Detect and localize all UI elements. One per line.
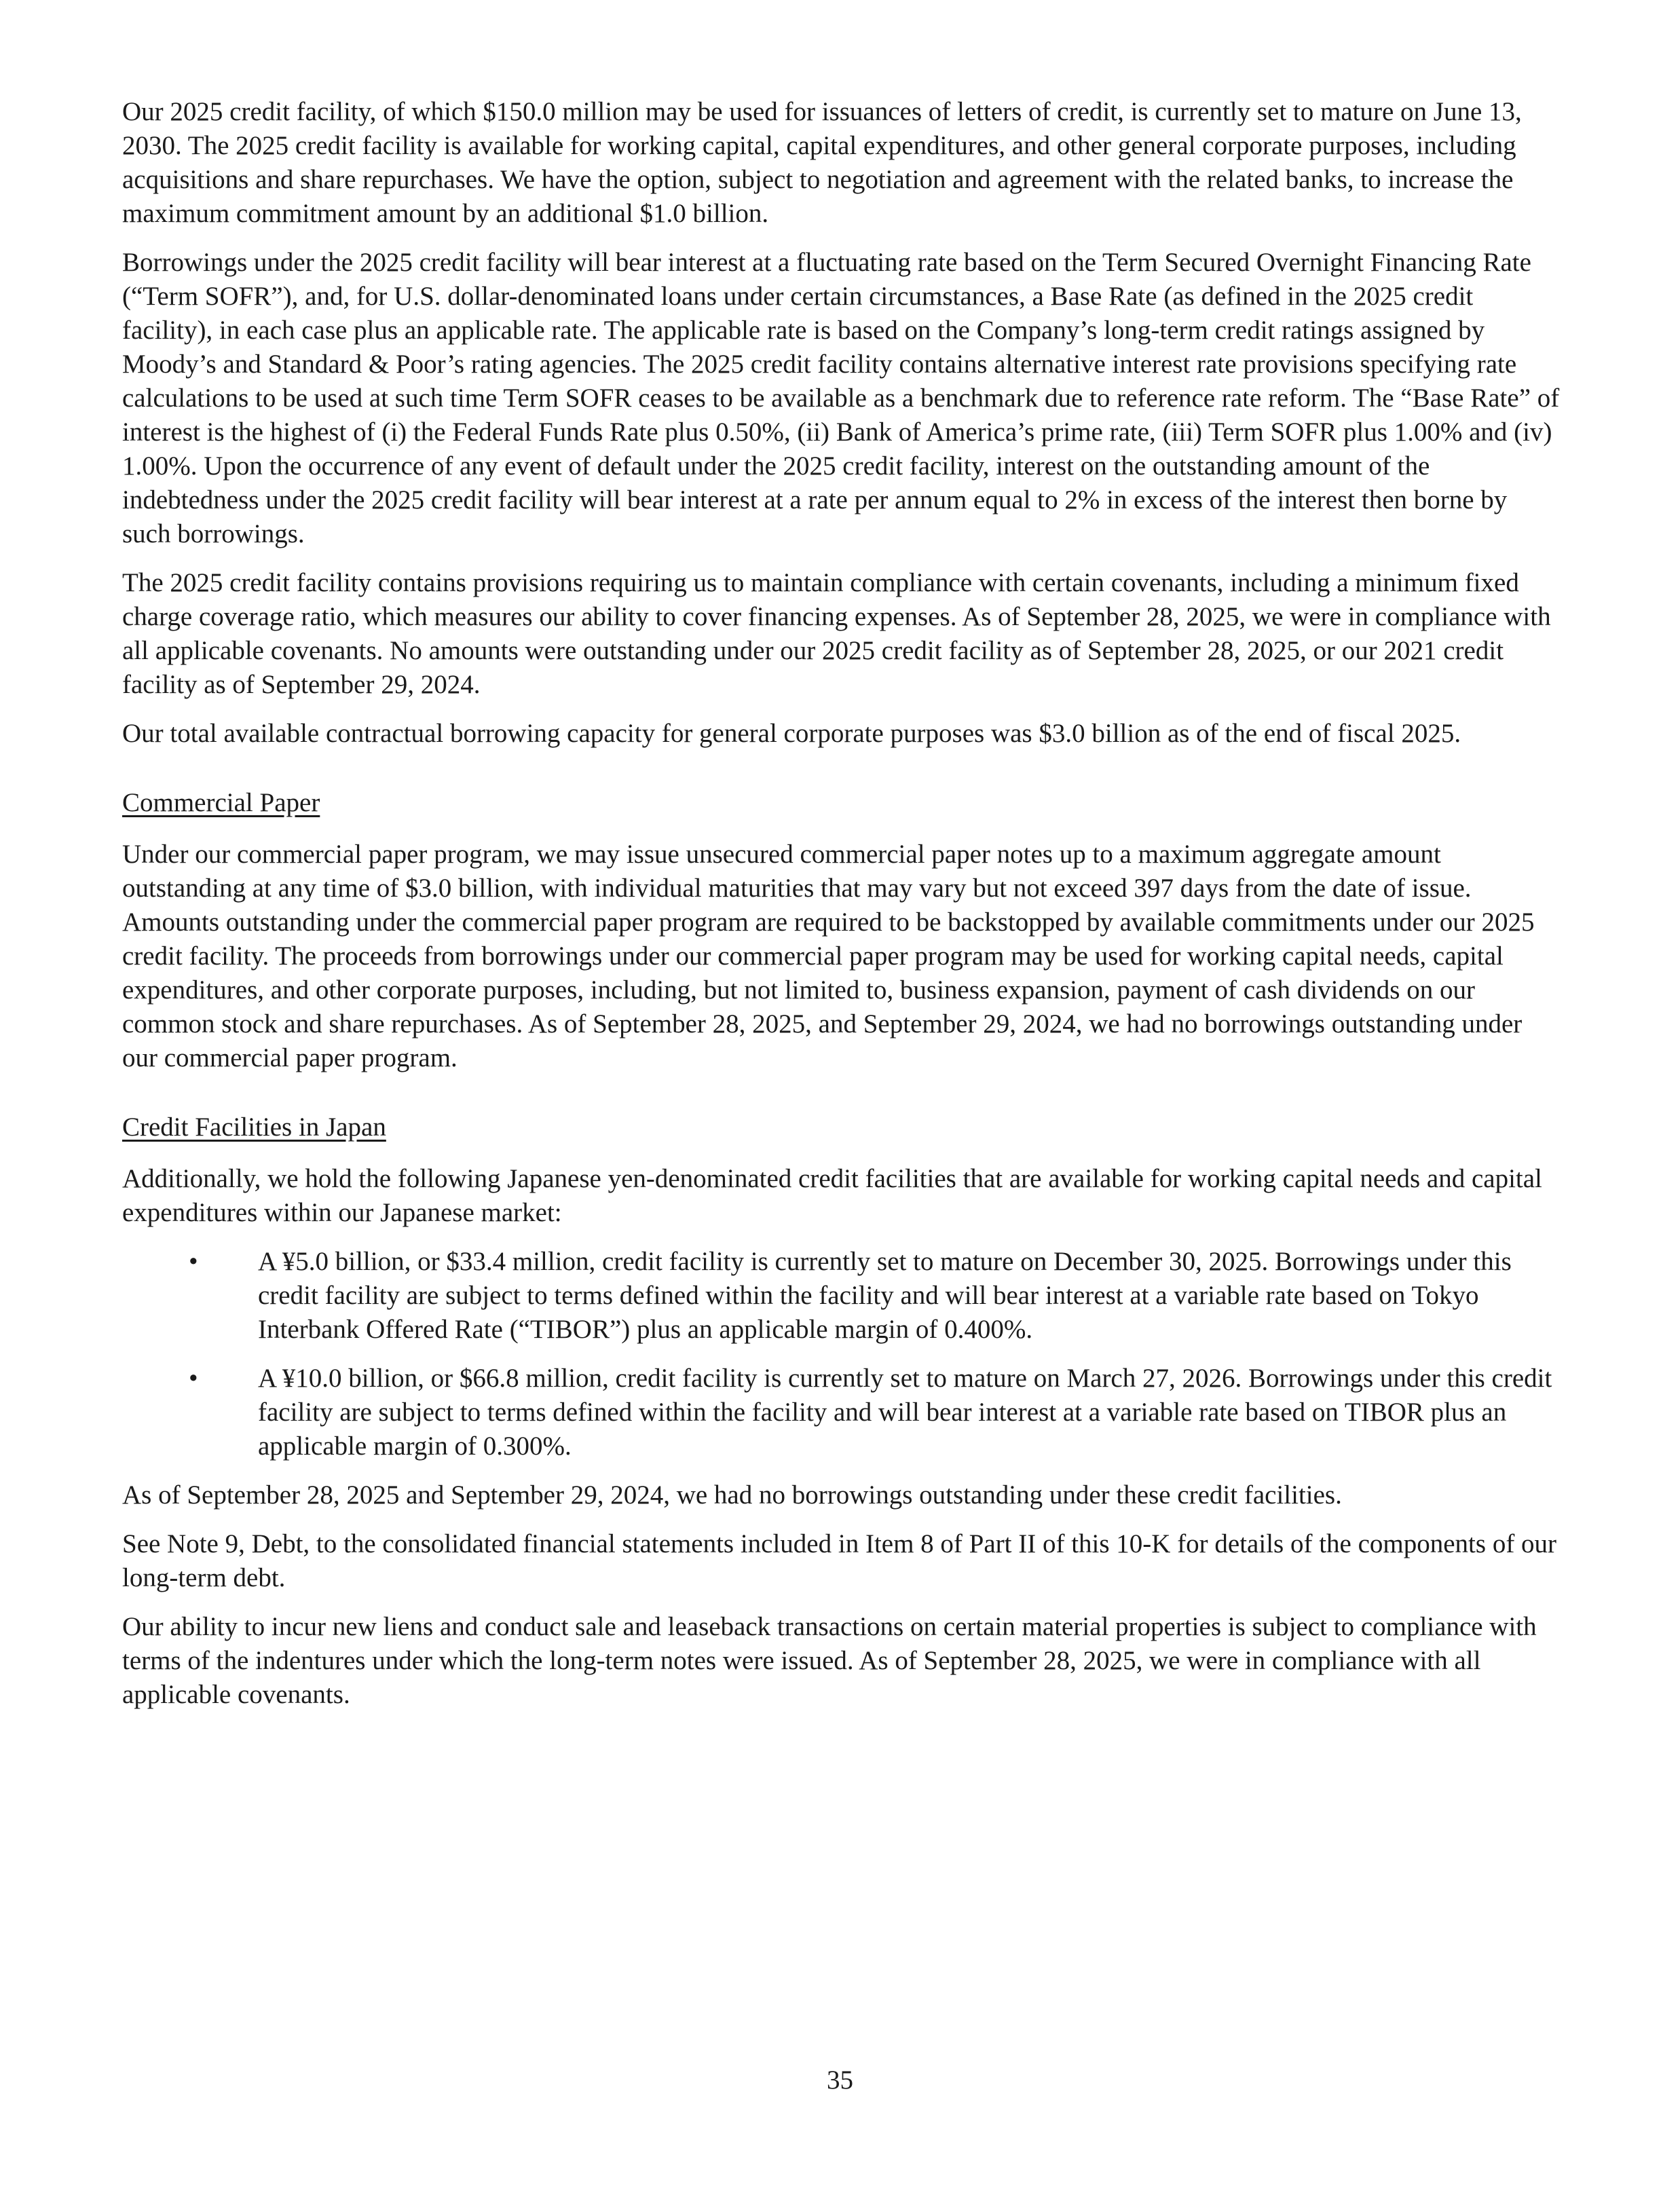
bullet-text: A ¥10.0 billion, or $66.8 million, credit facility is currently set to mature on March 27, 2026. Borrowings under this credit facility are subject to terms defined within the facility and will bear interest at a variable rate based on TIBOR plus an applicable margin of 0.300%. — [258, 1364, 1552, 1461]
page-number: 35 — [827, 2065, 853, 2095]
credit-facility-interest-paragraph: Borrowings under the 2025 credit facility will bear interest at a fluctuating rate based on the Term Secured Overnight Financing Rate (“Term SOFR”), and, for U.S. dollar-denominated loans under certain circumstances, a Base Rate (as defined in the 2025 credit facility), in each case plus an applicable rate. The applicable rate is based on the Company’s long-term credit ratings assigned by Moody’s and Standard & Poor’s rating agencies. The 2025 credit facility contains alternative interest rate provisions specifying rate calculations to be used at such time Term SOFR ceases to be available as a benchmark due to reference rate reform. The “Base Rate” of interest is the highest of (i) the Federal Funds Rate plus 0.50%, (ii) Bank of America’s prime rate, (iii) Term SOFR plus 1.00% and (iv) 1.00%. Upon the occurrence of any event of default under the 2025 credit facility, interest on the outstanding amount of the indebtedness under the 2025 credit facility will bear interest at a rate per annum equal to 2% in excess of the interest then borne by such borrowings. — [122, 248, 1560, 548]
page-body — [122, 95, 1561, 1727]
japan-credit-facilities-heading: Credit Facilities in Japan — [122, 1112, 386, 1142]
japan-credit-facilities-intro: Additionally, we hold the following Japanese yen-denominated credit facilities that are available for working capital needs and capital expenditures within our Japanese market: — [122, 1164, 1542, 1227]
japan-credit-facilities-list — [122, 1245, 1561, 1463]
commercial-paper-heading: Commercial Paper — [122, 788, 320, 817]
japan-borrowings-status-paragraph: As of September 28, 2025 and September 29, 2024, we had no borrowings outstanding under these credit facilities. — [122, 1480, 1342, 1510]
credit-facility-covenants-paragraph: The 2025 credit facility contains provisions requiring us to maintain compliance with certain covenants, including a minimum fixed charge coverage ratio, which measures our ability to cover financing expenses. As of September 28, 2025, we were in compliance with all applicable covenants. No amounts were outstanding under our 2025 credit facility as of September 28, 2025, or our 2021 credit facility as of September 29, 2024. — [122, 568, 1551, 699]
borrowing-capacity-paragraph: Our total available contractual borrowing capacity for general corporate purposes was $3.0 billion as of the end of fiscal 2025. — [122, 719, 1461, 748]
bullet-icon: • — [189, 1247, 198, 1276]
bullet-icon: • — [189, 1364, 198, 1393]
list-item — [122, 1362, 1561, 1463]
commercial-paper-paragraph: Under our commercial paper program, we may issue unsecured commercial paper notes up to a maximum aggregate amount outstanding at any time of $3.0 billion, with individual maturities that may vary but not exceed 397 days from the date of issue. Amounts outstanding under the commercial paper program are required to be backstopped by available commitments under our 2025 credit facility. The proceeds from borrowings under our commercial paper program may be used for working capital needs, capital expenditures, and other corporate purposes, including, but not limited to, business expansion, payment of cash dividends on our common stock and share repurchases. As of September 28, 2025, and September 29, 2024, we had no borrowings outstanding under our commercial paper program. — [122, 840, 1535, 1072]
bullet-text: A ¥5.0 billion, or $33.4 million, credit facility is currently set to mature on December 30, 2025. Borrowings under this credit facility are subject to terms defined within the facility and will bear interest at a variable rate based on Tokyo Interbank Offered Rate (“TIBOR”) plus an applicable margin of 0.400%. — [258, 1247, 1512, 1344]
debt-note-reference-paragraph: See Note 9, Debt, to the consolidated financial statements included in Item 8 of Part II of this 10-K for details of the components of our long-term debt. — [122, 1529, 1557, 1592]
credit-facility-overview-paragraph: Our 2025 credit facility, of which $150.0 million may be used for issuances of letters of credit, is currently set to mature on June 13, 2030. The 2025 credit facility is available for working capital, capital expenditures, and other general corporate purposes, including acquisitions and share repurchases. We have the option, subject to negotiation and agreement with the related banks, to increase the maximum commitment amount by an additional $1.0 billion. — [122, 97, 1522, 228]
list-item — [122, 1245, 1561, 1347]
liens-covenants-paragraph: Our ability to incur new liens and conduct sale and leaseback transactions on certain material properties is subject to compliance with terms of the indentures under which the long-term notes were issued. As of September 28, 2025, we were in compliance with all applicable covenants. — [122, 1612, 1537, 1709]
